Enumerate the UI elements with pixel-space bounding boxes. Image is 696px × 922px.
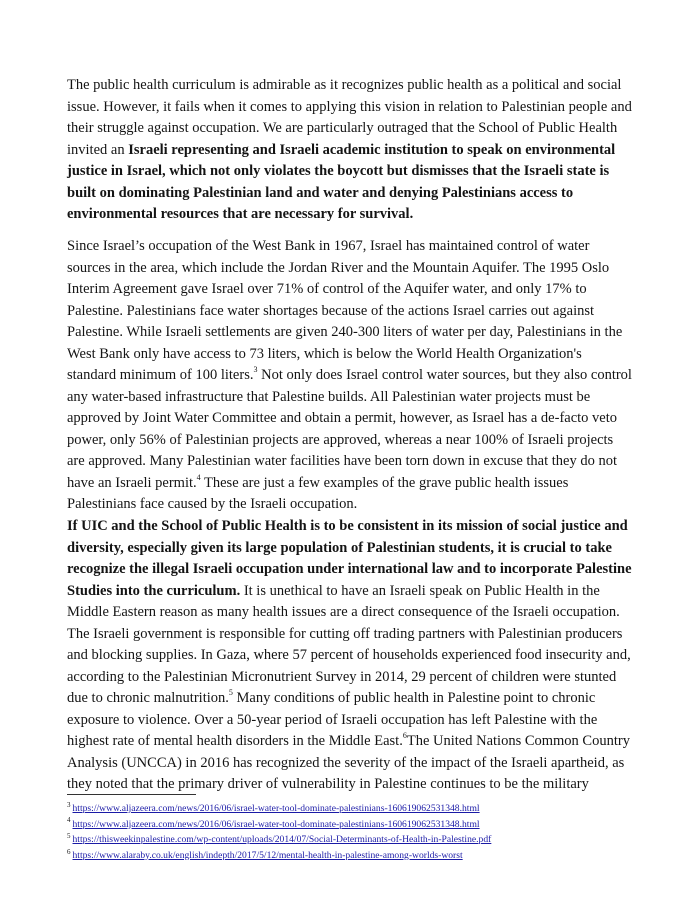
paragraph-text: Since Israel’s occupation of the West Bank in 1967, Israel has maintained control of water sources in the area, which include the Jordan River and the Mountain Aquifer. The 1995 Oslo Interim Agreement gave Israel over 71% of control of the Aquifer water, and only 17% to Palestine. Palestinians face water shortages because of the actions Israel carries out against Palestine. While Israeli settlements are given 240-300 liters of water per day, Palestinians in the West Bank only have access to 73 liters, which is below the World Health Organization's standard minimum of 100 liters. (67, 238, 623, 383)
footnote-number: 5 (67, 832, 71, 840)
bold-statement: Israeli representing and Israeli academic institution to speak on environmental justice in Israel, which not only violates the boycott but dismisses that the Israeli state is built on dominating Palestinian land and water and denying Palestinians access to environmental resources that are necessary for survival. (67, 141, 616, 222)
paragraph-curriculum (67, 75, 633, 226)
footnotes-list (67, 801, 667, 863)
paragraph-text: The United Nations Common Country Analysis (UNCCA) in 2016 has recognized the severity of the impact of the Israeli apartheid, as they noted that the primary driver of vulnerability in Palestine continues to be the military (67, 733, 630, 792)
footnote-item (67, 848, 667, 864)
footnote-ref-6[interactable]: 6 (402, 731, 407, 741)
footnote-link[interactable]: https://www.alaraby.co.uk/english/indepth/2017/5/12/mental-health-in-palestine-among-worlds-worst (72, 849, 463, 861)
footnote-divider (67, 794, 196, 795)
footnote-number: 3 (67, 800, 71, 809)
footnote-number: 6 (67, 847, 71, 856)
footnote-item (67, 801, 667, 817)
footnote-item (67, 832, 667, 848)
footnote-link[interactable]: https://www.aljazeera.com/news/2016/06/israel-water-tool-dominate-palestinians-160619062531348.html (72, 818, 480, 830)
footnote-ref-3[interactable]: 3 (253, 365, 258, 375)
paragraph-uic-call (67, 516, 633, 796)
footnote-link[interactable]: https://thisweekinpalestine.com/wp-content/uploads/2014/07/Social-Determinants-of-Health-in-Palestine.pdf (72, 834, 492, 846)
footnote-item (67, 817, 667, 833)
paragraph-text: The public health curriculum is admirable as it recognizes public health as a political and social issue. However, it fails when it comes to applying this vision in relation to Palestinian people and their struggle against occupation. We are particularly outraged that the School of Public Health invited an (67, 77, 632, 158)
bold-statement: If UIC and the School of Public Health is to be consistent in its mission of social justice and diversity, especially given its large population of Palestinian students, it is crucial to take recognize the illegal Israeli occupation under international law and to incorporate Palestine Studies into the curriculum. (67, 518, 632, 599)
footnote-ref-5[interactable]: 5 (228, 688, 233, 698)
paragraph-water-control (67, 236, 633, 516)
footnote-link[interactable]: https://www.aljazeera.com/news/2016/06/israel-water-tool-dominate-palestinians-160619062531348.html (72, 803, 480, 814)
footnote-ref-4[interactable]: 4 (196, 472, 201, 482)
paragraph-text: It is unethical to have an Israeli speak on Public Health in the Middle Eastern reason as many health issues are a direct consequence of the Israeli occupation. The Israeli government is responsible for cutting off trading partners with Palestinian producers and blocking supplies. In Gaza, where 57 percent of households experienced food insecurity and, according to the Palestinian Micronutrient Survey in 2014, 29 percent of children were stunted due to chronic malnutrition. (67, 582, 631, 706)
paragraph-text: Many conditions of public health in Palestine point to chronic exposure to violence. Over a 50-year period of Israeli occupation has left Palestine with the highest rate of mental health disorders in the Middle East. (67, 690, 598, 749)
paragraph-text: Not only does Israel control water sources, but they also control any water-based infrastructure that Palestine builds. All Palestinian water projects must be approved by Joint Water Committee and obtain a permit, however, as Israel has a de-facto veto power, only 56% of Palestinian projects are approved, whereas a near 100% of Israeli projects are approved. Many Palestinian water facilities have been torn down in excuse that they do not have an Israeli permit. (67, 367, 632, 491)
footnote-number: 4 (67, 816, 71, 825)
paragraph-text: These are just a few examples of the grave public health issues Palestinians face caused by the Israeli occupation. (67, 474, 569, 512)
